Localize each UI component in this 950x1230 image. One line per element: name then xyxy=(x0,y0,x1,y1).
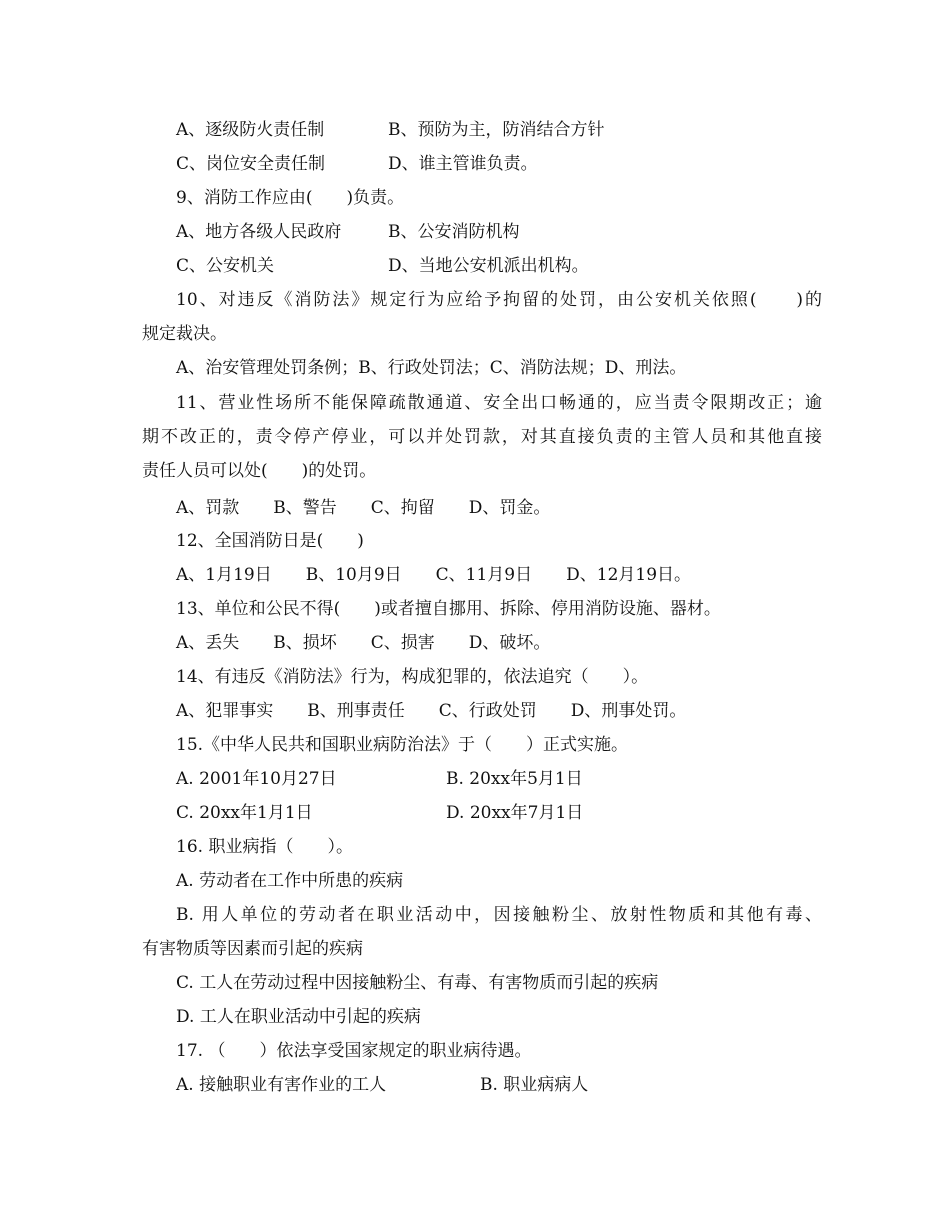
question-13: 13、单位和公民不得( )或者擅自挪用、拆除、停用消防设施、器材。 xyxy=(176,599,721,619)
question-16-option-b: B. 用人单位的劳动者在职业活动中，因接触粉尘、放射性物质和其他有毒、 xyxy=(176,905,822,925)
question-14-options: A、犯罪事实 B、刑事责任 C、行政处罚 D、刑事处罚。 xyxy=(176,701,687,721)
option-row xyxy=(142,796,822,830)
option-row xyxy=(142,1068,822,1102)
option-row xyxy=(142,215,822,249)
option-b: B. 20xx年5月1日 xyxy=(446,769,583,789)
option-row xyxy=(142,147,822,181)
option-row xyxy=(142,249,822,283)
question-16: 16. 职业病指（ ）。 xyxy=(176,837,353,857)
option-row xyxy=(142,113,822,147)
option-row xyxy=(142,762,822,796)
option-c: C、公安机关 xyxy=(176,256,275,276)
question-15: 15.《中华人民共和国职业病防治法》于（ ）正式实施。 xyxy=(176,735,629,755)
question-11-continued: 期不改正的，责令停产停业，可以并处罚款，对其直接负责的主管人员和其他直接 xyxy=(142,427,822,447)
question-14: 14、有违反《消防法》行为，构成犯罪的，依法追究（ ）。 xyxy=(176,667,649,687)
question-12-options: A、1月19日 B、10月9日 C、11月9日 D、12月19日。 xyxy=(176,565,692,585)
option-a: A. 接触职业有害作业的工人 xyxy=(176,1075,387,1095)
question-10-options: A、治安管理处罚条例；B、行政处罚法；C、消防法规；D、刑法。 xyxy=(176,358,687,378)
question-16-option-a: A. 劳动者在工作中所患的疾病 xyxy=(176,871,404,891)
question-11-continued: 责任人员可以处( )的处罚。 xyxy=(142,461,377,481)
question-11-options: A、罚款 B、警告 C、拘留 D、罚金。 xyxy=(176,498,551,518)
option-d: D、谁主管谁负责。 xyxy=(388,154,538,174)
question-10: 10、对违反《消防法》规定行为应给予拘留的处罚，由公安机关依照( )的 xyxy=(176,290,822,310)
option-c: C. 20xx年1月1日 xyxy=(176,803,313,823)
option-d: D. 20xx年7月1日 xyxy=(446,803,584,823)
option-a: A、逐级防火责任制 xyxy=(176,120,325,140)
option-b: B. 职业病病人 xyxy=(480,1075,589,1095)
option-b: B、公安消防机构 xyxy=(388,222,520,242)
option-b: B、预防为主，防消结合方针 xyxy=(388,120,605,140)
question-16-option-b-continued: 有害物质等因素而引起的疾病 xyxy=(142,939,363,959)
question-10-continued: 规定裁决。 xyxy=(142,324,227,344)
question-13-options: A、丢失 B、损坏 C、损害 D、破坏。 xyxy=(176,633,551,653)
question-11: 11、营业性场所不能保障疏散通道、安全出口畅通的，应当责令限期改正；逾 xyxy=(176,393,822,413)
option-d: D、当地公安机派出机构。 xyxy=(388,256,589,276)
question-9: 9、消防工作应由( )负责。 xyxy=(176,188,405,208)
question-12: 12、全国消防日是( ) xyxy=(176,531,364,551)
option-a: A. 2001年10月27日 xyxy=(176,769,337,789)
question-17: 17. （ ）依法享受国家规定的职业病待遇。 xyxy=(176,1041,532,1061)
question-16-option-d: D. 工人在职业活动中引起的疾病 xyxy=(176,1007,421,1027)
option-a: A、地方各级人民政府 xyxy=(176,222,342,242)
option-c: C、岗位安全责任制 xyxy=(176,154,326,174)
question-16-option-c: C. 工人在劳动过程中因接触粉尘、有毒、有害物质而引起的疾病 xyxy=(176,973,659,993)
